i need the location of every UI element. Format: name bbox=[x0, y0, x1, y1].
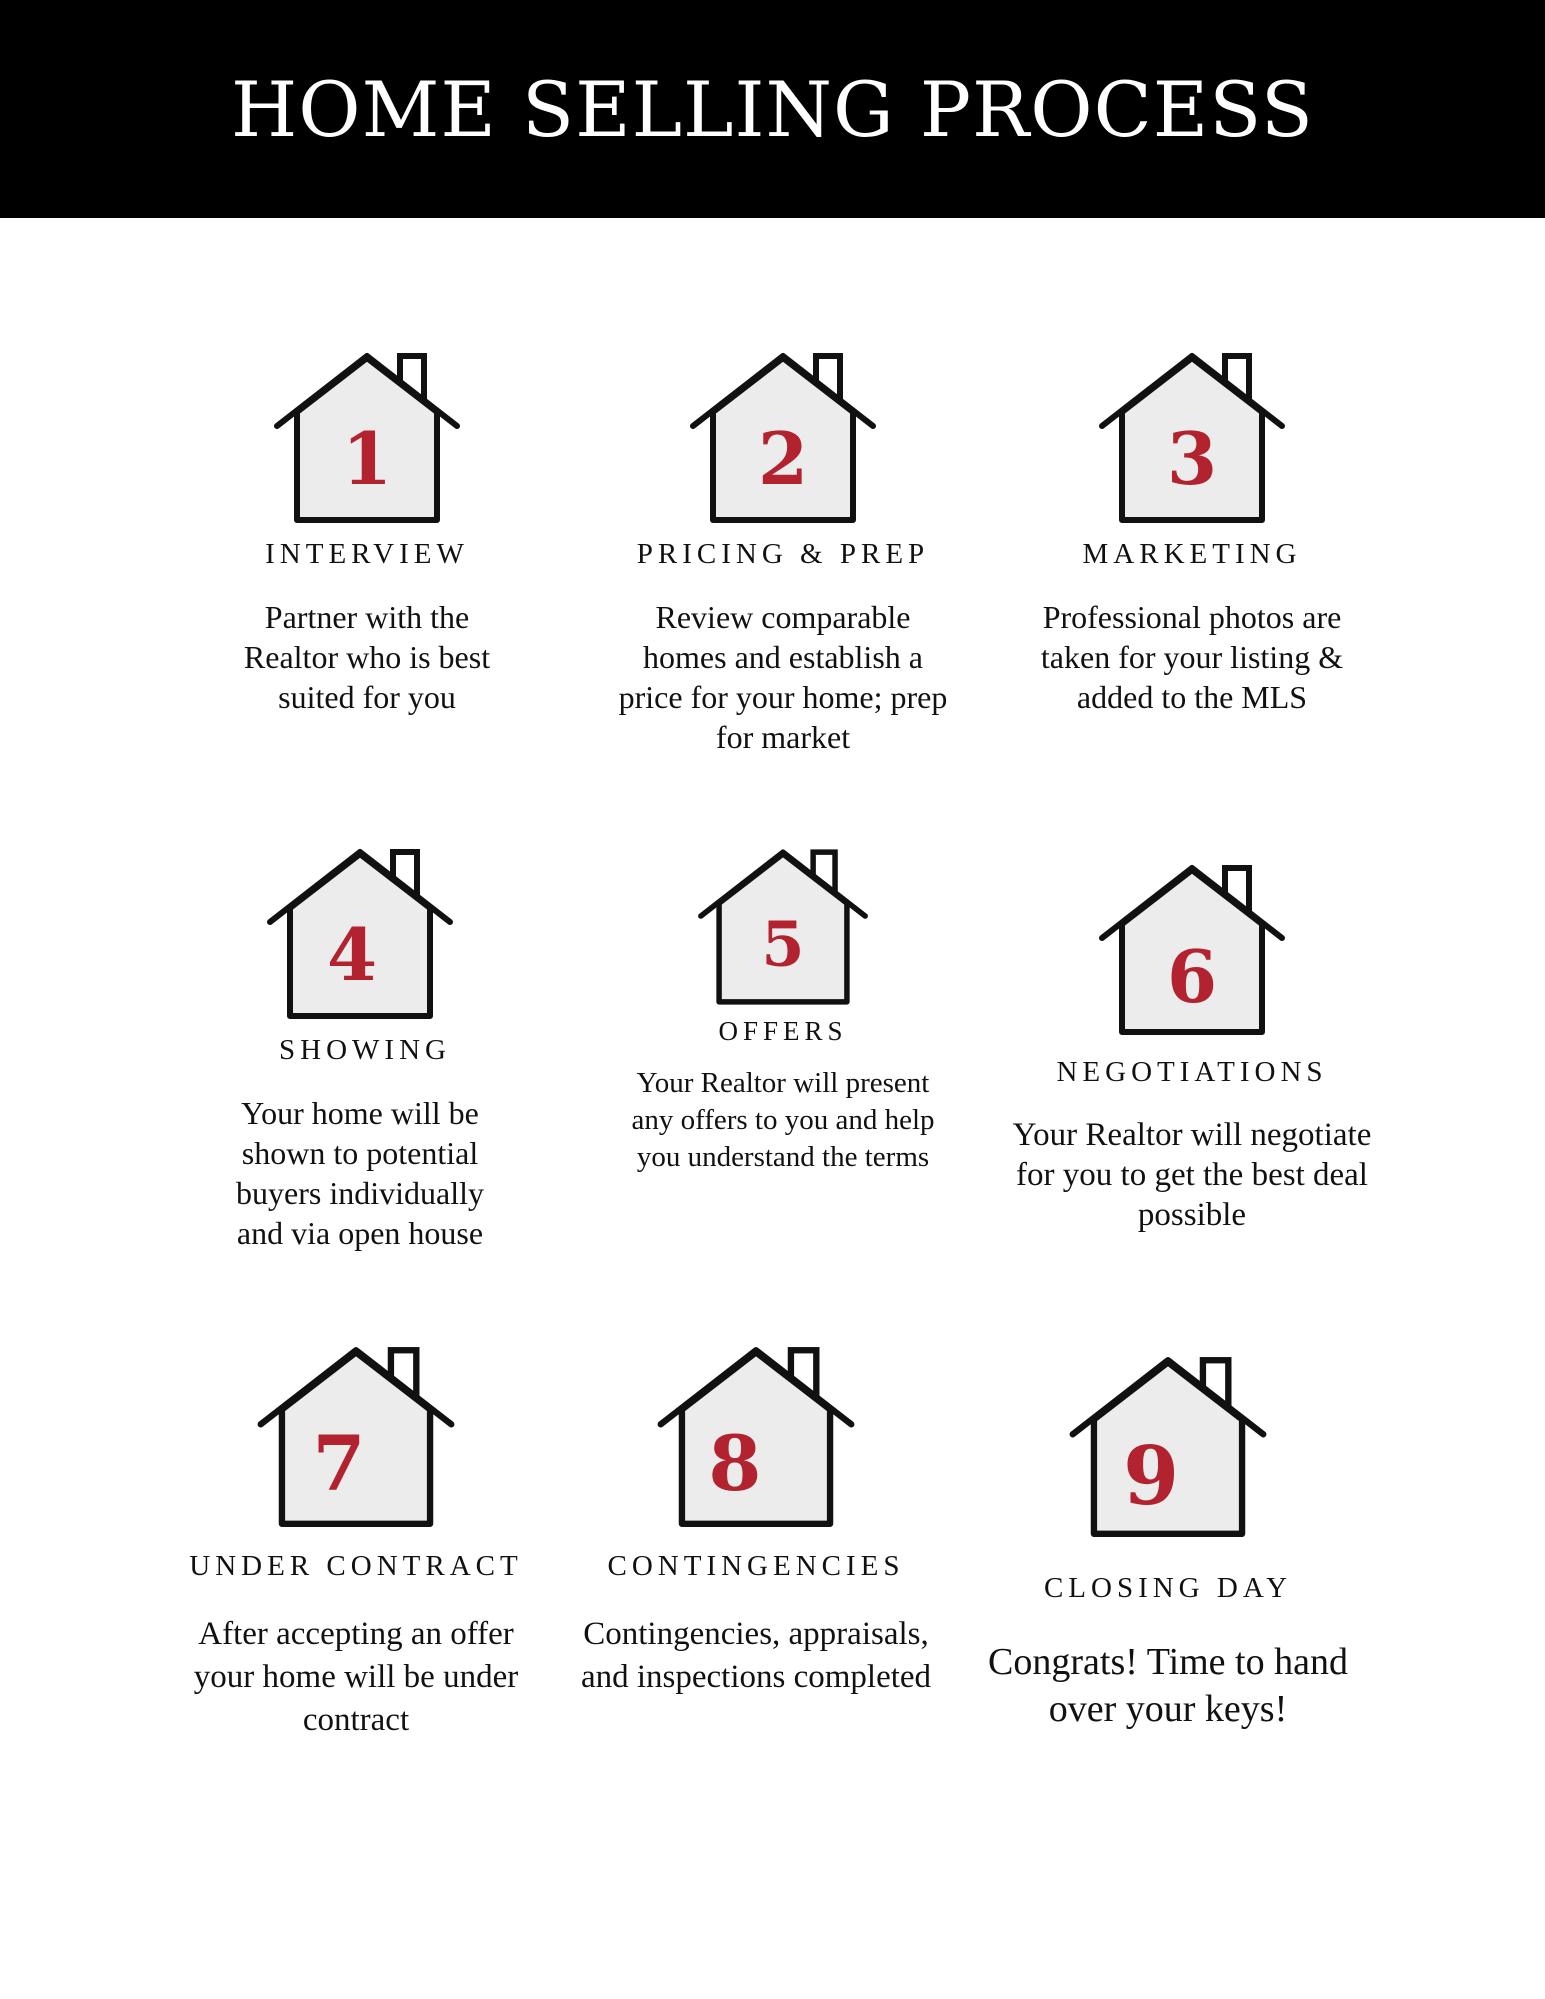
step-label: INTERVIEW bbox=[265, 538, 469, 570]
step-description: Contingencies, appraisals, and inspections completed bbox=[580, 1616, 932, 1695]
house-icon bbox=[1100, 352, 1284, 524]
step-description: Your Realtor will present any offers to you and help you understand the terms bbox=[631, 1067, 935, 1173]
step-description: Congrats! Time to hand over your keys! bbox=[988, 1641, 1348, 1730]
step-2 bbox=[583, 352, 983, 757]
step-label: CONTINGENCIES bbox=[607, 1550, 905, 1582]
step-label: PRICING & PREP bbox=[636, 538, 930, 570]
house-icon bbox=[268, 848, 452, 1020]
step-5 bbox=[583, 848, 983, 1176]
step-number: 4 bbox=[326, 912, 378, 997]
house-icon bbox=[658, 1346, 854, 1528]
house-icon bbox=[275, 352, 459, 524]
step-8 bbox=[556, 1346, 956, 1699]
house-icon bbox=[691, 352, 875, 524]
step-description: Partner with the Realtor who is best suited for you bbox=[243, 599, 491, 715]
step-number: 9 bbox=[1123, 1428, 1180, 1524]
step-3 bbox=[992, 352, 1392, 717]
step-label: UNDER CONTRACT bbox=[189, 1550, 523, 1582]
step-number: 1 bbox=[341, 416, 393, 501]
step-6 bbox=[992, 864, 1392, 1235]
step-number: 5 bbox=[761, 907, 805, 981]
house-icon bbox=[1070, 1356, 1266, 1538]
step-description: Your home will be shown to potential buyers individually and via open house bbox=[236, 1095, 484, 1251]
step-description: Your Realtor will negotiate for you to get the best deal possible bbox=[1012, 1117, 1372, 1233]
step-label: SHOWING bbox=[279, 1034, 451, 1066]
house-icon bbox=[699, 848, 867, 1006]
step-label: OFFERS bbox=[718, 1016, 848, 1046]
page-header bbox=[0, 0, 1545, 218]
house-icon bbox=[1100, 864, 1284, 1036]
house-icon bbox=[258, 1346, 454, 1528]
step-1 bbox=[167, 352, 567, 717]
step-description: Review comparable homes and establish a price for your home; prep for market bbox=[618, 599, 948, 755]
step-label: CLOSING DAY bbox=[1043, 1572, 1293, 1604]
step-7 bbox=[156, 1346, 556, 1742]
step-label: NEGOTIATIONS bbox=[1056, 1056, 1328, 1088]
step-number: 8 bbox=[708, 1417, 762, 1508]
step-description: After accepting an offer your home will be under contract bbox=[193, 1616, 519, 1738]
step-number: 2 bbox=[757, 416, 809, 501]
step-description: Professional photos are taken for your listing & added to the MLS bbox=[1040, 599, 1344, 715]
step-label: MARKETING bbox=[1082, 538, 1302, 570]
step-9 bbox=[968, 1356, 1368, 1733]
step-number: 7 bbox=[312, 1417, 366, 1508]
page-title: HOME SELLING PROCESS bbox=[231, 64, 1314, 154]
step-4 bbox=[160, 848, 560, 1253]
step-number: 3 bbox=[1166, 416, 1218, 501]
step-number: 6 bbox=[1166, 934, 1218, 1019]
